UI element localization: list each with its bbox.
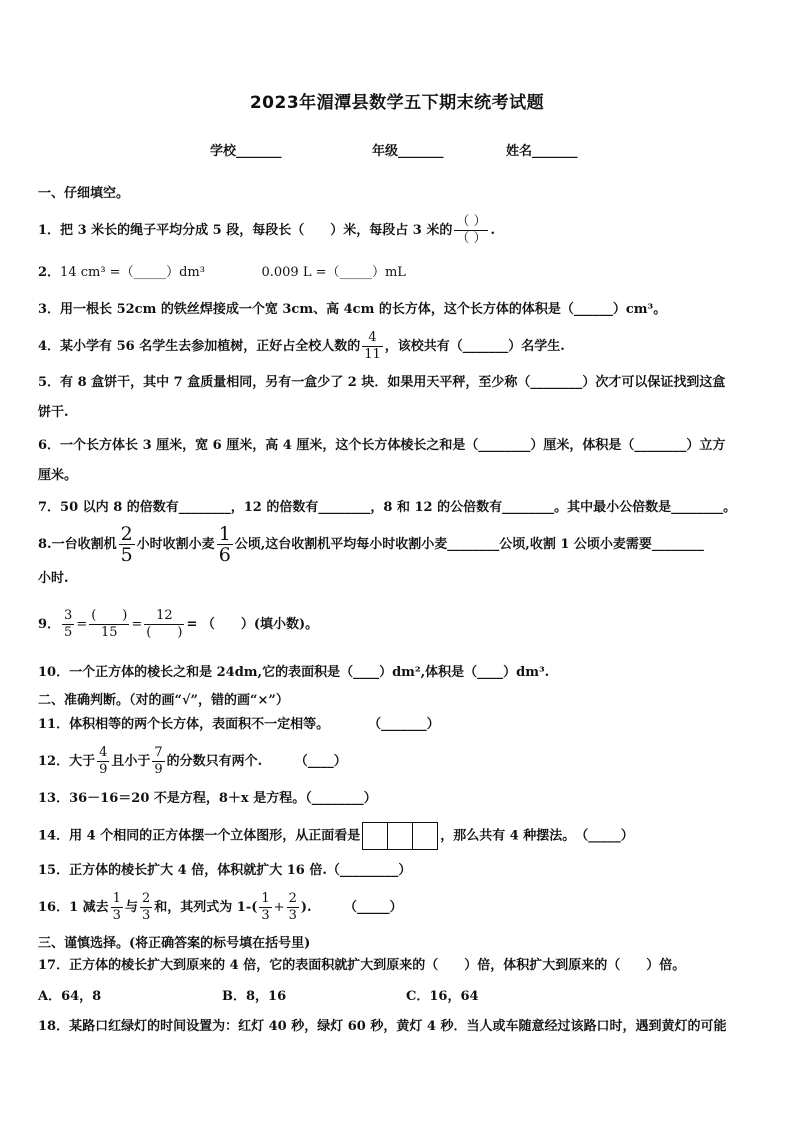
question-13: 13．36－16＝20 不是方程，8＋x 是方程。（________） — [38, 791, 377, 806]
q12-fraction-1: $\frac{4}{9}$ — [99, 745, 108, 777]
q16-fraction-3: $\frac{1}{3}$ — [261, 891, 270, 923]
question-9: 9． $\frac{3}{5}$ = $\frac{( )}{15}$ = $\frac{12}{( )}$ = （ ）(填小数)。 — [38, 608, 319, 640]
q4-fraction: $\frac{4}{11}$ — [364, 330, 381, 362]
q8-fraction-2: $\frac{1}{6}$ — [218, 523, 231, 566]
question-3: 3．用一根长 52cm 的铁丝焊接成一个宽 3cm、高 4cm 的长方体，这个长方体的体积是（______）cm³。 — [38, 302, 667, 317]
q2-part2: 0.009 L =（_____）mL — [261, 265, 406, 280]
q16-fraction-1: $\frac{1}{3}$ — [112, 891, 121, 923]
question-17-option-a: A．64，8 — [38, 989, 102, 1004]
q2-part1: 14 cm³ =（_____）dm³ — [60, 265, 205, 280]
grade-field: 年级_______ — [372, 144, 444, 159]
question-8-line-2: 小时. — [38, 571, 69, 586]
q9-fraction-1: $\frac{3}{5}$ — [64, 608, 73, 640]
section-1-heading: 一、仔细填空。 — [38, 186, 130, 201]
exam-title: 2023年湄潭县数学五下期末统考试题 — [249, 93, 545, 113]
q16-fraction-2: $\frac{2}{3}$ — [141, 891, 151, 923]
question-5-line-1: 5．有 8 盒饼干，其中 7 盒质量相同，另有一盒少了 2 块．如果用天平秤，至少称（________）次才可以保证找到这盒 — [38, 375, 726, 390]
q9-fraction-2: $\frac{( )}{15}$ — [91, 608, 128, 640]
question-7: 7．50 以内 8 的倍数有________，12 的倍数有________，8 和 12 的公倍数有________。其中最小公倍数是________。 — [38, 500, 737, 515]
q1-text: 1．把 3 米长的绳子平均分成 5 段，每段长（ ）米，每段占 3 米的 — [38, 223, 453, 238]
question-6-line-1: 6．一个长方体长 3 厘米，宽 6 厘米，高 4 厘米，这个长方体棱长之和是（________）厘米，体积是（________）立方 — [38, 438, 726, 453]
question-15: 15．正方体的棱长扩大 4 倍，体积就扩大 16 倍.（_________） — [38, 863, 412, 878]
question-16: 16．1 减去 $\frac{1}{3}$ 与 $\frac{2}{3}$ 和，其列式为 1-( $\frac{1}{3}$ + $\frac{2}{3}$ ). （_____） — [38, 891, 403, 923]
question-10: 10．一个正方体的棱长之和是 24dm,它的表面积是（____）dm²,体积是（____）dm³. — [38, 665, 550, 680]
question-17: 17．正方体的棱长扩大到原来的 4 倍，它的表面积就扩大到原来的（ ）倍，体积扩大到原来的（ ）倍。 — [38, 958, 686, 973]
q8-fraction-1: $\frac{2}{5}$ — [120, 523, 133, 566]
question-18: 18．某路口红绿灯的时间设置为：红灯 40 秒，绿灯 60 秒，黄灯 4 秒．当人或车随意经过该路口时，遇到黄灯的可能 — [38, 1019, 727, 1034]
question-14: 14．用 4 个相同的正方体摆一个立体图形，从正面看是 ，那么共有 4 种摆法。 （_____） — [38, 822, 634, 850]
section-3-heading: 三、谨慎选择。(将正确答案的标号填在括号里) — [38, 936, 311, 951]
question-4: 4．某小学有 56 名学生去参加植树，正好占全校人数的 $\frac{4}{11}$ ，该校共有（_______）名学生. — [38, 330, 565, 362]
q9-fraction-3: $\frac{12}{( )}$ — [146, 608, 183, 640]
question-17-option-c: C．16，64 — [406, 989, 479, 1004]
question-17-option-b: B．8，16 — [222, 989, 287, 1004]
question-8: 8.一台收割机 $\frac{2}{5}$ 小时收割小麦 $\frac{1}{6}$ 公顷,这台收割机平均每小时收割小麦________公顷,收割 1 公顷小麦需要________ — [38, 523, 704, 566]
question-12: 12．大于 $\frac{4}{9}$ 且小于 $\frac{7}{9}$ 的分数只有两个. （____） — [38, 745, 347, 777]
q1-fraction: $\frac{( )}{( )}$ — [456, 214, 487, 246]
school-field: 学校_______ — [210, 144, 282, 159]
name-field: 姓名_______ — [506, 144, 578, 159]
section-2-heading: 二、准确判断。（对的画“√”，错的画“×”） — [38, 693, 289, 708]
question-1: 1．把 3 米长的绳子平均分成 5 段，每段长（ ）米，每段占 3 米的 $\frac{( )}{( )}$ . — [38, 214, 496, 246]
q16-fraction-4: $\frac{2}{3}$ — [288, 891, 297, 923]
question-6-line-2: 厘米。 — [38, 468, 78, 483]
q12-fraction-2: $\frac{7}{9}$ — [154, 745, 163, 777]
question-5-line-2: 饼干. — [38, 405, 69, 420]
question-2: 2．14 cm³ =（_____）dm³ 0.009 L =（_____）mL — [38, 265, 406, 280]
front-view-squares-icon — [362, 822, 438, 850]
question-11: 11．体积相等的两个长方体，表面积不一定相等。 （_______） — [38, 717, 440, 732]
